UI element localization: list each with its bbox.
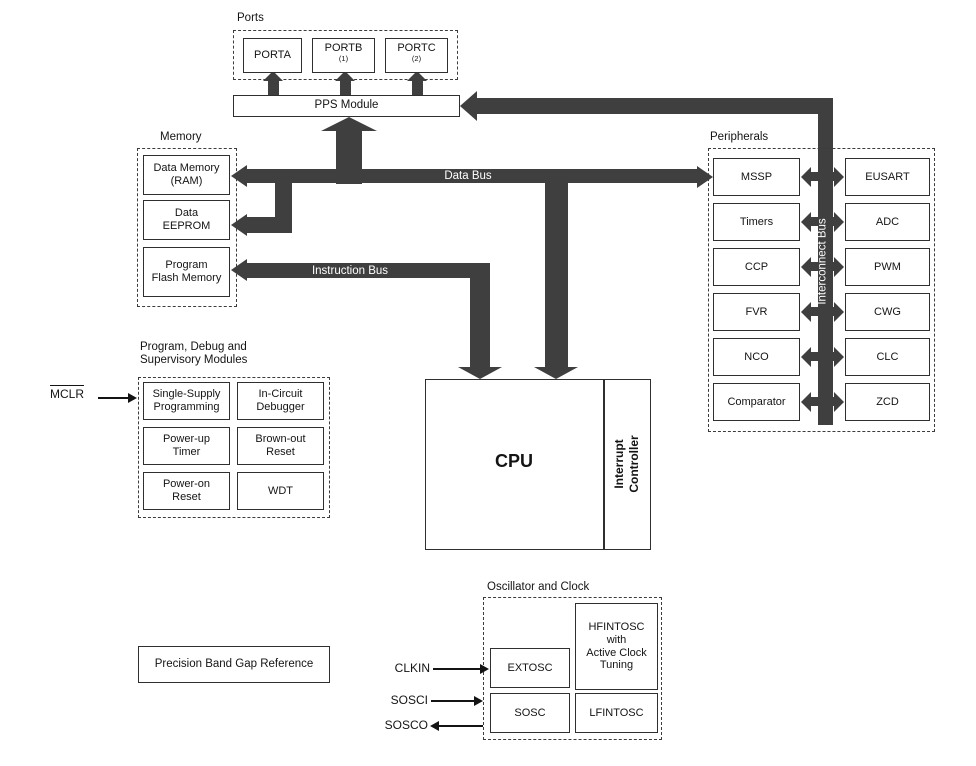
cpu-interrupt-divider [603, 379, 605, 550]
ic-arrow-row3-left-icon [801, 257, 811, 277]
sosci-arrow-line [431, 700, 475, 702]
data-bus-vertical-to-cpu [545, 176, 568, 368]
data-bus-label: Data Bus [444, 170, 492, 182]
comparator-label: Comparator [727, 395, 786, 408]
data-bus-arrowhead-to-cpu-icon [534, 367, 578, 379]
data-memory-ram-box [143, 155, 230, 195]
interrupt-line1: Interrupt [612, 439, 626, 489]
pps-branch-arrowhead-icon [321, 117, 377, 131]
pwm-label: PWM [874, 260, 901, 273]
mssp-box [713, 158, 800, 196]
icd-line1: In-Circuit [258, 388, 303, 401]
extosc-label: EXTOSC [507, 661, 553, 674]
instruction-bus-label: Instruction Bus [311, 265, 389, 277]
bor-line2: Reset [266, 446, 295, 458]
timers-box [713, 203, 800, 241]
pwm-box [845, 248, 930, 286]
cpu-label: CPU [494, 451, 534, 471]
comparator-box [713, 383, 800, 421]
pps-module-label: PPS Module [314, 99, 379, 112]
ic-arrow-row4-right-icon [834, 302, 844, 322]
clkin-pin-label: CLKIN [394, 661, 430, 675]
ccp-label: CCP [744, 260, 769, 273]
clkin-arrow-line [433, 668, 481, 670]
portc-sup: (2) [411, 53, 422, 63]
debug-group-label-line2: Supervisory Modules [140, 354, 248, 366]
bor-line1: Brown-out [255, 433, 306, 446]
put-line1: Power-up [162, 433, 211, 446]
lfintosc-label: LFINTOSC [589, 706, 644, 719]
portb-sup: (1) [338, 53, 349, 63]
portb-arrow-stem [340, 80, 351, 96]
wdt-label: WDT [267, 484, 294, 497]
flash-line1: Program [165, 259, 208, 272]
zcd-box [845, 383, 930, 421]
power-up-timer-box [143, 427, 230, 465]
eusart-box [845, 158, 930, 196]
mclr-pin-label: MCLR [50, 387, 85, 401]
peripherals-group-label: Peripherals [710, 131, 769, 143]
extosc-box [490, 648, 570, 688]
ic-arrow-row1-right-icon [834, 167, 844, 187]
pps-interconnect-horizontal [476, 98, 833, 114]
fvr-label: FVR [745, 305, 768, 318]
portc-box [385, 38, 448, 73]
por-line2: Reset [172, 491, 201, 503]
ic-arrow-row1-left-icon [801, 167, 811, 187]
sosc-box [490, 693, 570, 733]
pps-module-box [233, 95, 460, 117]
ic-arrow-row6-right-icon [834, 392, 844, 412]
porta-arrow-stem [268, 80, 279, 96]
sosci-arrowhead-icon [474, 696, 483, 706]
portb-box [312, 38, 375, 73]
sosco-arrowhead-icon [430, 721, 439, 731]
put-line2: Timer [172, 446, 201, 458]
band-gap-reference-label: Precision Band Gap Reference [154, 657, 314, 670]
hfintosc-line4: Tuning [599, 659, 634, 672]
ic-arrow-row2-right-icon [834, 212, 844, 232]
ic-arrow-row6-left-icon [801, 392, 811, 412]
ram-line1: Data Memory [153, 162, 220, 175]
debug-group-label [140, 341, 247, 367]
mssp-label: MSSP [740, 170, 773, 183]
memory-group-label: Memory [160, 131, 202, 143]
debug-group-label-line1: Program, Debug and [140, 341, 247, 353]
hfintosc-line2: with [606, 633, 627, 646]
interrupt-line2: Controller [627, 435, 641, 493]
ic-arrow-row5-left-icon [801, 347, 811, 367]
band-gap-reference-box [138, 646, 330, 683]
portc-arrow-stem [412, 80, 423, 96]
ram-line2: (RAM) [170, 175, 203, 187]
eusart-label: EUSART [865, 170, 910, 183]
portc-label: PORTC [397, 41, 436, 54]
instruction-bus-vertical [470, 263, 490, 368]
ssp-line1: Single-Supply [152, 388, 221, 401]
brown-out-reset-box [237, 427, 324, 465]
icd-line2: Debugger [256, 401, 305, 413]
eeprom-branch-horizontal [246, 217, 292, 233]
hfintosc-line3: Active Clock [586, 646, 647, 659]
cwg-label: CWG [874, 305, 901, 318]
ic-arrow-row4-left-icon [801, 302, 811, 322]
fvr-box [713, 293, 800, 331]
cwg-box [845, 293, 930, 331]
sosco-pin-label: SOSCO [384, 718, 428, 732]
hfintosc-box [575, 603, 658, 690]
ic-arrow-row5-right-icon [834, 347, 844, 367]
sosco-arrow-line [438, 725, 483, 727]
sosc-label: SOSC [514, 706, 546, 719]
porta-box [243, 38, 302, 73]
portb-label: PORTB [324, 41, 363, 54]
pps-interconnect-arrowhead-icon [460, 91, 477, 121]
clkin-arrowhead-icon [480, 664, 489, 674]
adc-box [845, 203, 930, 241]
interconnect-bus-label: Interconnect Bus [816, 218, 829, 305]
program-flash-box [143, 247, 230, 297]
eeprom-line2: EEPROM [162, 220, 211, 232]
ssp-line2: Programming [153, 401, 220, 413]
sosci-pin-label: SOSCI [390, 693, 428, 707]
pps-branch-line [336, 128, 362, 184]
mclr-arrowhead-icon [128, 393, 137, 403]
ic-arrow-row2-left-icon [801, 212, 811, 232]
ic-arrow-row3-right-icon [834, 257, 844, 277]
in-circuit-debugger-box [237, 382, 324, 420]
porta-label: PORTA [254, 49, 291, 62]
single-supply-programming-box [143, 382, 230, 420]
lfintosc-box [575, 693, 658, 733]
ports-group-label: Ports [237, 12, 264, 24]
nco-label: NCO [744, 350, 769, 363]
adc-label: ADC [875, 215, 900, 228]
oscillator-group-label: Oscillator and Clock [487, 581, 590, 593]
zcd-label: ZCD [876, 395, 899, 408]
flash-line2: Flash Memory [151, 272, 222, 284]
clc-box [845, 338, 930, 376]
por-line1: Power-on [162, 478, 211, 491]
timers-label: Timers [739, 215, 774, 228]
mclr-arrow-line [98, 397, 129, 399]
data-eeprom-box [143, 200, 230, 240]
eeprom-line1: Data [174, 207, 199, 220]
power-on-reset-box [143, 472, 230, 510]
interrupt-controller-label [610, 404, 644, 524]
wdt-box [237, 472, 324, 510]
clc-label: CLC [876, 350, 899, 363]
instruction-bus-arrowhead-to-cpu-icon [458, 367, 502, 379]
nco-box [713, 338, 800, 376]
ccp-box [713, 248, 800, 286]
hfintosc-line1: HFINTOSC [588, 620, 645, 633]
